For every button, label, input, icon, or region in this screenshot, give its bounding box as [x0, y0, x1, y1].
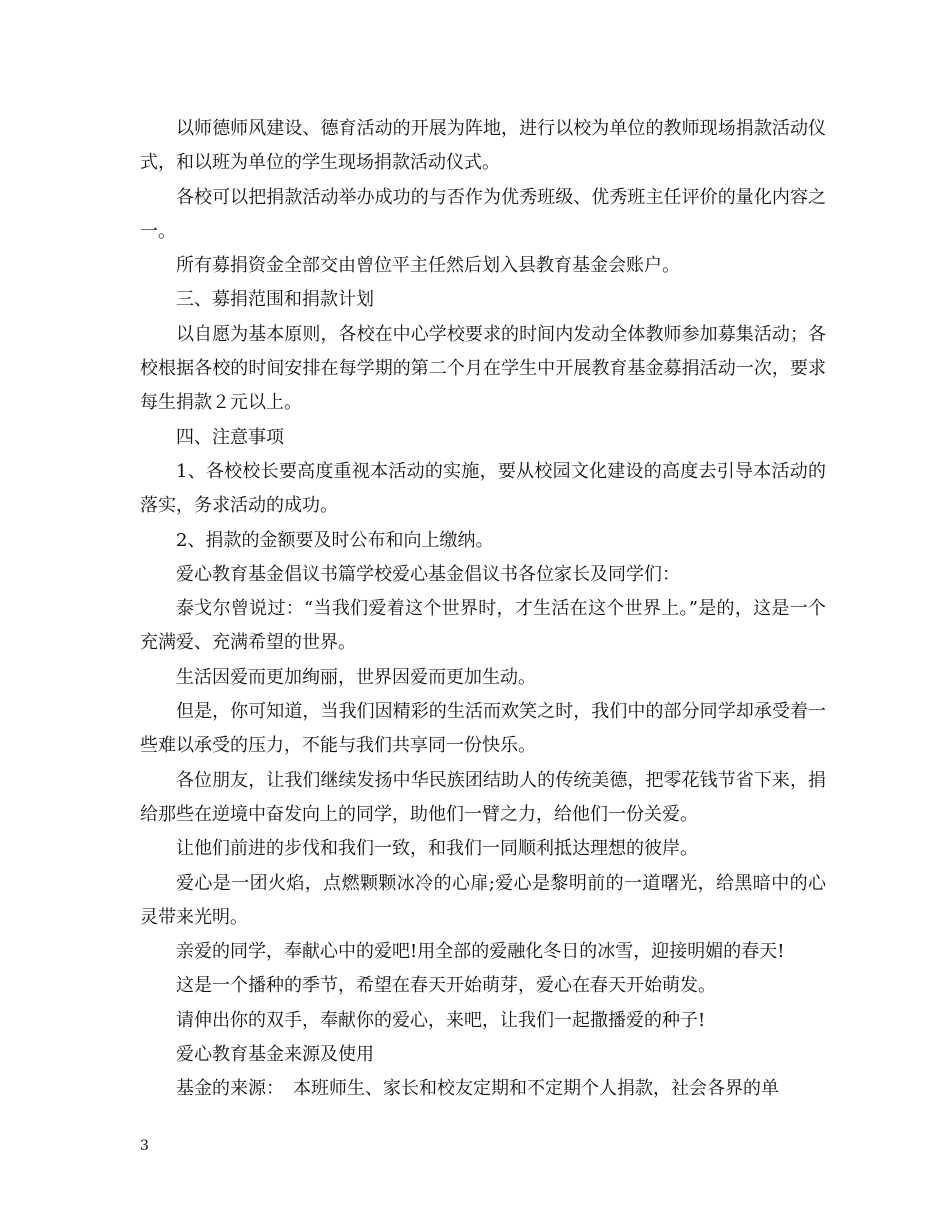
- document-body: [140, 112, 826, 1107]
- section-heading: 三、募捐范围和捐款计划: [176, 289, 374, 311]
- paragraph: 亲爱的同学，奉献心中的爱吧!用全部的爱融化冬日的冰雪，迎接明媚的春天!: [176, 941, 785, 963]
- paragraph: 但是，你可知道，当我们因精彩的生活而欢笑之时，我们中的部分同学却承受着一些难以承受的压力，不能与我们共享同一份快乐。: [140, 701, 826, 757]
- section-heading: 四、注意事项: [176, 426, 284, 448]
- paragraph: 生活因爱而更加绚丽，世界因爱而更加生动。: [176, 666, 536, 688]
- paragraph: 爱心教育基金倡议书篇学校爱心基金倡议书各位家长及同学们：: [176, 563, 680, 585]
- paragraph: 1、各校校长要高度重视本活动的实施，要从校园文化建设的高度去引导本活动的落实，务求活动的成功。: [140, 460, 826, 517]
- paragraph: 这是一个播种的季节，希望在春天开始萌芽，爱心在春天开始萌发。: [176, 975, 716, 997]
- paragraph: 各校可以把捐款活动举办成功的与否作为优秀班级、优秀班主任评价的量化内容之一。: [140, 186, 826, 242]
- paragraph: 2、捐款的金额要及时公布和向上缴纳。: [176, 529, 494, 551]
- paragraph: 泰戈尔曾说过：“当我们爱着这个世界时，才生活在这个世界上。”是的，这是一个充满爱、充满希望的世界。: [140, 598, 826, 654]
- page-number: 3: [140, 1138, 149, 1154]
- section-heading: 爱心教育基金来源及使用: [176, 1044, 374, 1066]
- paragraph: 让他们前进的步伐和我们一致，和我们一同顺利抵达理想的彼岸。: [176, 838, 698, 860]
- paragraph: 以自愿为基本原则，各校在中心学校要求的时间内发动全体教师参加募集活动；各校根据各校的时间安排在每学期的第二个月在学生中开展教育基金募捐活动一次，要求每生捐款２元以上。: [140, 323, 826, 414]
- paragraph: 爱心是一团火焰，点燃颗颗冰冷的心扉;爱心是黎明前的一道曙光，给黑暗中的心灵带来光明。: [140, 872, 826, 928]
- paragraph: 基金的来源： 本班师生、家长和校友定期和不定期个人捐款，社会各界的单: [176, 1078, 779, 1100]
- paragraph: 以师德师风建设、德育活动的开展为阵地，进行以校为单位的教师现场捐款活动仪式，和以班为单位的学生现场捐款活动仪式。: [140, 118, 826, 174]
- paragraph: 请伸出你的双手，奉献你的爱心，来吧，让我们一起撒播爱的种子!: [176, 1009, 706, 1031]
- paragraph: 各位朋友，让我们继续发扬中华民族团结助人的传统美德，把零花钱节省下来，捐给那些在逆境中奋发向上的同学，助他们一臂之力，给他们一份关爱。: [140, 769, 826, 825]
- paragraph: 所有募捐资金全部交由曾位平主任然后划入县教育基金会账户。: [176, 255, 680, 277]
